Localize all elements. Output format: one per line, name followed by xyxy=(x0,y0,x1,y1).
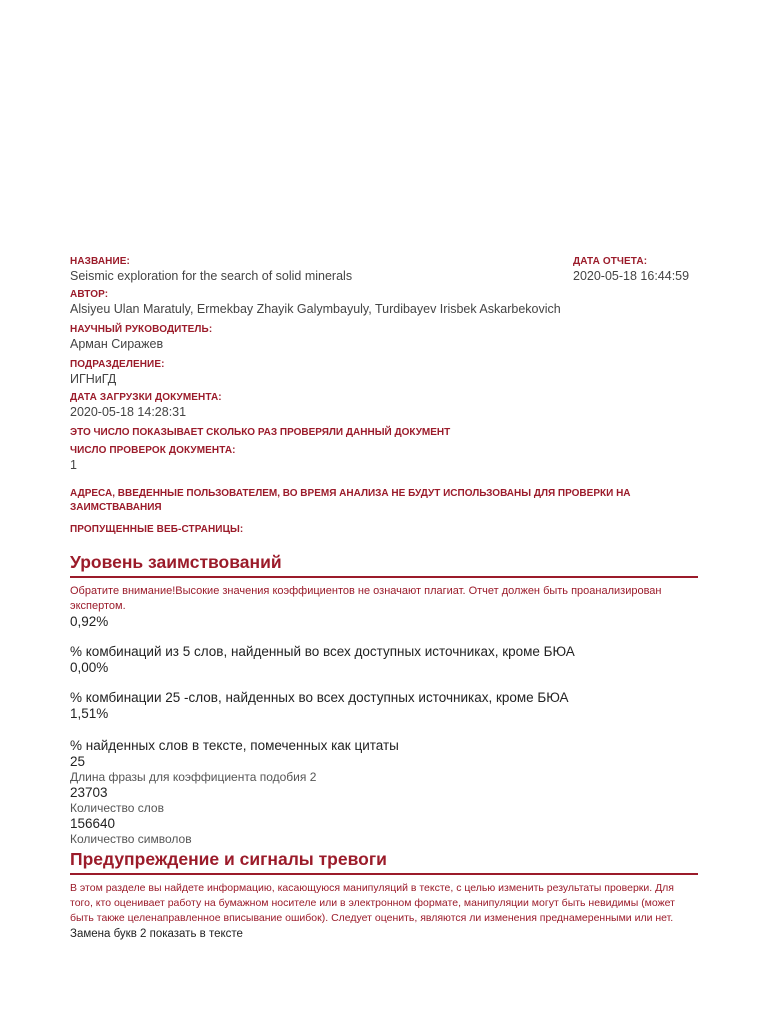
warnings-note: В этом разделе вы найдете информацию, касающуюся манипуляций в тексте, с целью изменить результаты проверки. Для того, кто оценивает работу на бумажном носителе или в электронном формате, манипуляции могут быть невидимы (может быть также целенаправленное вписывание ошибок). Следует оценить, являются ли изменения преднамеренными или нет. xyxy=(70,882,675,924)
author-label: АВТОР: xyxy=(70,289,109,300)
borrowing-note: Обратите внимание!Высокие значения коэффициентов не означают плагиат. Отчет должен быть проанализирован экспертом. xyxy=(70,585,662,612)
checks-value: 1 xyxy=(70,458,77,472)
metric-desc: % комбинаций из 5 слов, найденный во всех доступных источниках, кроме БЮА xyxy=(70,644,575,659)
stat-value: 23703 xyxy=(70,785,108,800)
stat-desc: Длина фразы для коэффициента подобия 2 xyxy=(70,770,317,784)
skipped-pages-label: ПРОПУЩЕННЫЕ ВЕБ-СТРАНИЦЫ: xyxy=(70,524,244,535)
checks-label: ЧИСЛО ПРОВЕРОК ДОКУМЕНТА: xyxy=(70,445,236,456)
department-value: ИГНиГД xyxy=(70,372,117,386)
stat-value: 156640 xyxy=(70,816,116,831)
title-label: НАЗВАНИЕ: xyxy=(70,256,130,267)
borrowing-section-title: Уровень заимствований xyxy=(70,550,698,578)
report-date-value: 2020-05-18 16:44:59 xyxy=(573,269,690,283)
metric-desc: % найденных слов в тексте, помеченных как цитаты xyxy=(70,738,399,753)
supervisor-value: Арман Сиражев xyxy=(70,337,164,351)
metric-value: 0,92% xyxy=(70,614,109,629)
metric-value: 1,51% xyxy=(70,706,109,721)
upload-date-value: 2020-05-18 14:28:31 xyxy=(70,405,187,419)
title-value: Seismic exploration for the search of solid minerals xyxy=(70,269,353,283)
report-date-label: ДАТА ОТЧЕТА: xyxy=(573,256,648,267)
department-label: ПОДРАЗДЕЛЕНИЕ: xyxy=(70,359,165,370)
author-value: Alsiyeu Ulan Maratuly, Ermekbay Zhayik Galymbayuly, Turdibayev Irisbek Askarbekovich xyxy=(70,302,561,316)
upload-date-label: ДАТА ЗАГРУЗКИ ДОКУМЕНТА: xyxy=(70,392,222,403)
stat-desc: Количество слов xyxy=(70,801,164,815)
warnings-section-title: Предупреждение и сигналы тревоги xyxy=(70,847,698,875)
letter-replacement-line[interactable]: Замена букв 2 показать в тексте xyxy=(70,928,243,940)
metric-desc: % комбинации 25 -слов, найденных во всех доступных источниках, кроме БЮА xyxy=(70,690,569,705)
stat-desc: Количество символов xyxy=(70,832,192,846)
addresses-notice: АДРЕСА, ВВЕДЕННЫЕ ПОЛЬЗОВАТЕЛЕМ, ВО ВРЕМЯ АНАЛИЗА НЕ БУДУТ ИСПОЛЬЗОВАНЫ ДЛЯ ПРОВЕРКИ НА ЗАИМСТВАВАНИЯ xyxy=(70,488,631,513)
metric-value: 0,00% xyxy=(70,660,109,675)
stat-value: 25 xyxy=(70,754,86,769)
report-page xyxy=(70,255,698,942)
checks-notice: ЭТО ЧИСЛО ПОКАЗЫВАЕТ СКОЛЬКО РАЗ ПРОВЕРЯЛИ ДАННЫЙ ДОКУМЕНТ xyxy=(70,427,451,438)
title-block xyxy=(70,255,698,284)
report-date-block xyxy=(573,255,698,288)
supervisor-label: НАУЧНЫЙ РУКОВОДИТЕЛЬ: xyxy=(70,324,213,335)
